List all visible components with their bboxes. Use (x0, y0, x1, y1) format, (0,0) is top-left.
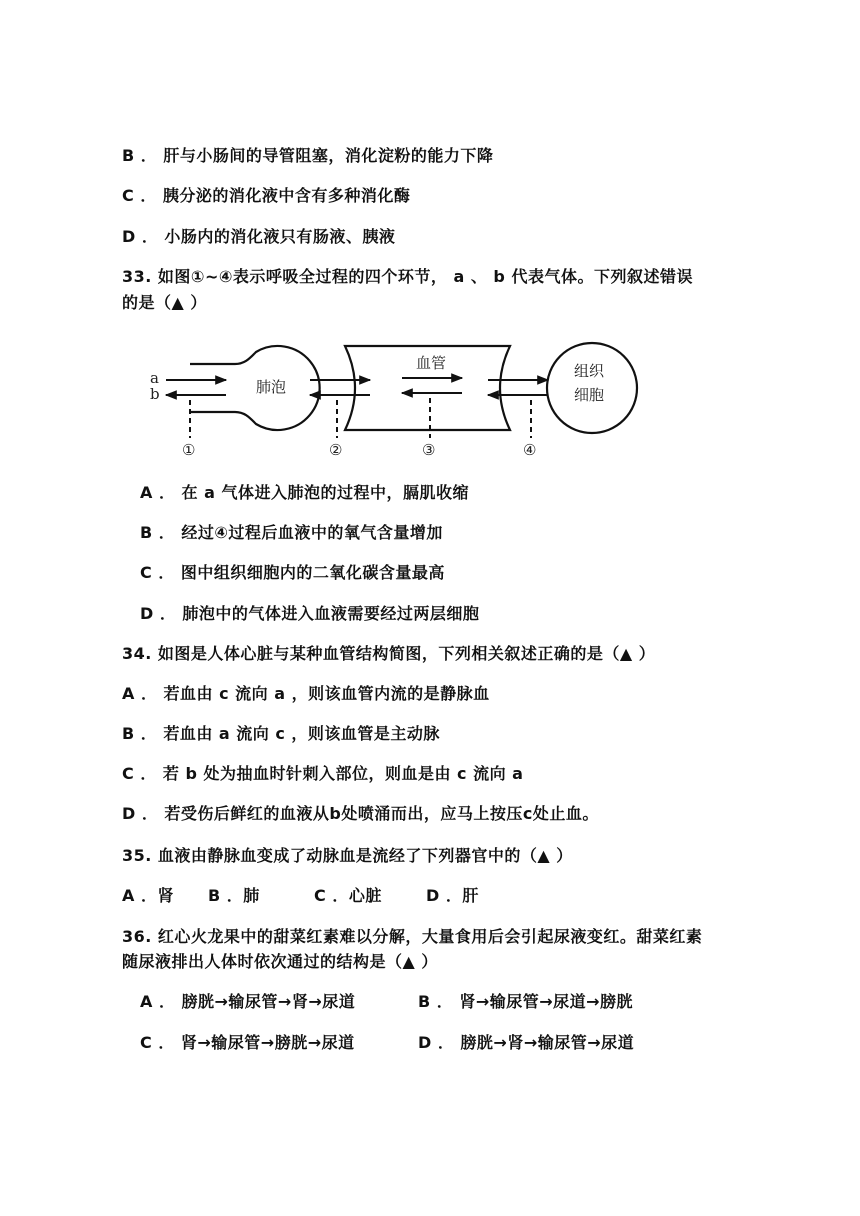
q32-option-b: B ． 肝与小肠间的导管阻塞，消化淀粉的能力下降 (122, 146, 494, 165)
q36-stem-line2: 随尿液排出人体时依次通过的结构是（▲ ） (122, 952, 438, 971)
q32-option-d: D ． 小肠内的消化液只有肠液、胰液 (122, 227, 396, 246)
gas-arrows-left (166, 380, 226, 395)
dashed-pointers (190, 398, 531, 438)
q34-option-d: D ． 若受伤后鲜红的血液从b处喷涌而出，应马上按压c处止血。 (122, 804, 599, 823)
q33-stem-line2: 的是（▲ ） (122, 293, 207, 312)
marker-2: ② (329, 441, 343, 459)
marker-4: ④ (523, 441, 537, 459)
q36-option-d: D ． 膀胱→肾→输尿管→尿道 (418, 1033, 635, 1052)
label-b: b (150, 385, 160, 403)
q35-option-c: C ．心脏 (314, 886, 382, 905)
q33-option-c: C ． 图中组织细胞内的二氧化碳含量最高 (140, 563, 445, 582)
q35-option-b: B ．肺 (208, 886, 260, 905)
label-vessel: 血管 (416, 354, 447, 372)
q33-option-a: A ． 在 a 气体进入肺泡的过程中，膈肌收缩 (140, 483, 469, 502)
q36-option-a: A ． 膀胱→输尿管→肾→尿道 (140, 992, 356, 1011)
q34-stem: 34. 如图是人体心脏与某种血管结构简图，下列相关叙述正确的是（▲ ） (122, 644, 656, 663)
q33-option-d: D ． 肺泡中的气体进入血液需要经过两层细胞 (140, 604, 480, 623)
q33-stem-line1: 33. 如图①~④表示呼吸全过程的四个环节， a 、 b 代表气体。下列叙述错误 (122, 267, 693, 286)
alveolus-shape (190, 346, 320, 430)
label-alveolus: 肺泡 (256, 378, 287, 396)
q35-option-d: D ．肝 (426, 886, 479, 905)
q35-stem: 35. 血液由静脉血变成了动脉血是流经了下列器官中的（▲ ） (122, 846, 573, 865)
transport-arrows-3 (402, 378, 462, 393)
q34-option-b: B ． 若血由 a 流向 c ，则该血管是主动脉 (122, 724, 440, 743)
q34-option-a: A ． 若血由 c 流向 a ，则该血管内流的是静脉血 (122, 684, 490, 703)
q36-option-c: C ． 肾→输尿管→膀胱→尿道 (140, 1033, 355, 1052)
marker-3: ③ (422, 441, 436, 459)
q36-stem-line1: 36. 红心火龙果中的甜菜红素难以分解，大量食用后会引起尿液变红。甜菜红素 (122, 927, 703, 946)
label-a: a (150, 369, 159, 387)
q35-option-a: A ．肾 (122, 886, 174, 905)
q36-option-b: B ． 肾→输尿管→尿道→膀胱 (418, 992, 634, 1011)
q34-option-c: C ． 若 b 处为抽血时针刺入部位，则血是由 c 流向 a (122, 764, 524, 783)
marker-1: ① (182, 441, 196, 459)
exchange-arrows-4 (488, 380, 548, 395)
q32-option-c: C ． 胰分泌的消化液中含有多种消化酶 (122, 186, 411, 205)
label-tissue-cell-2: 细胞 (574, 386, 605, 404)
respiration-diagram (140, 338, 650, 464)
q33-option-b: B ． 经过④过程后血液中的氧气含量增加 (140, 523, 443, 542)
label-tissue-cell-1: 组织 (574, 362, 605, 380)
